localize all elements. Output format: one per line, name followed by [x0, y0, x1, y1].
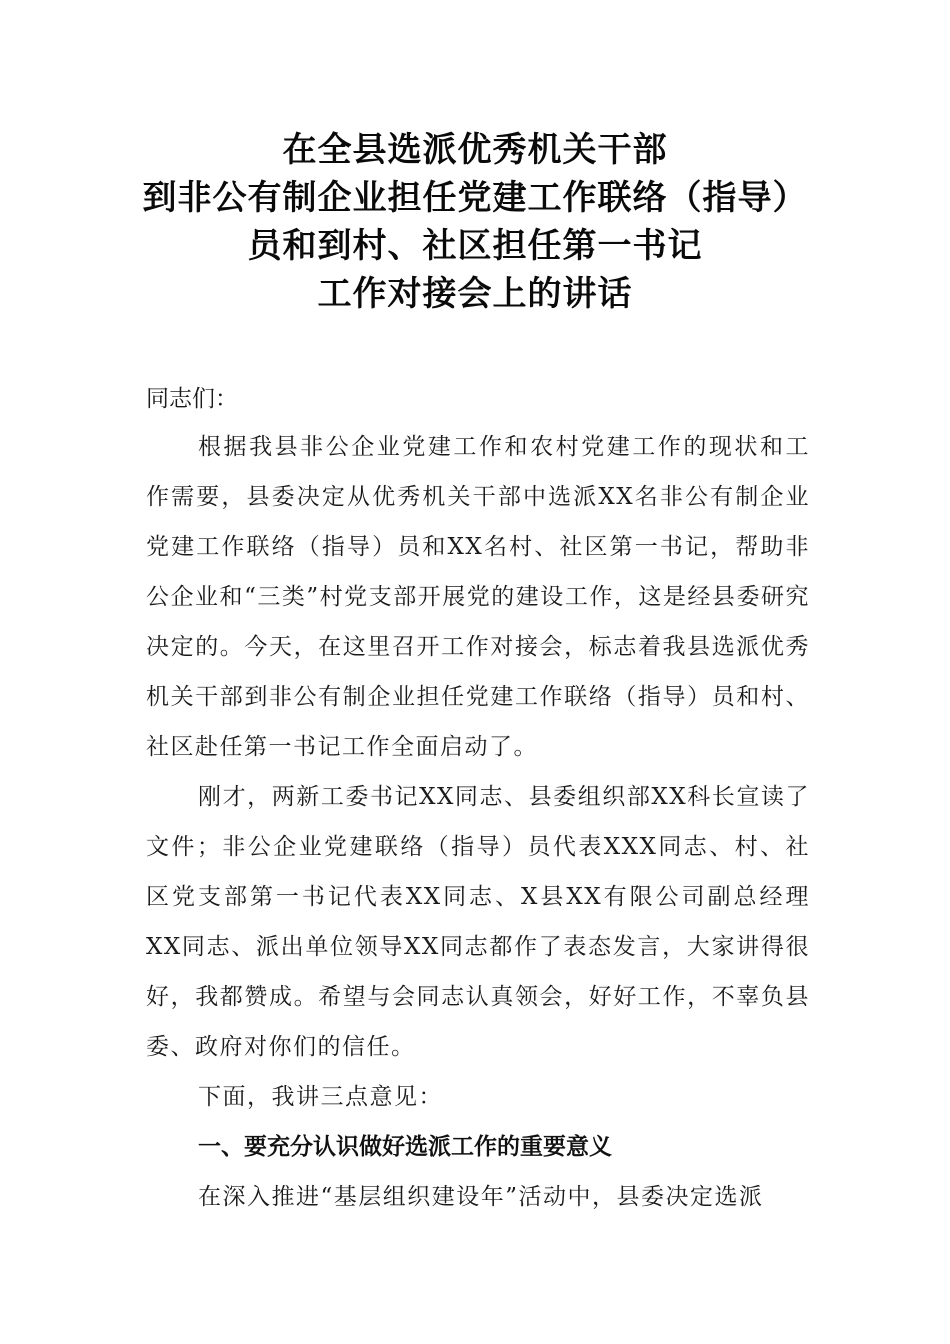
document-title: [0, 126, 950, 318]
salutation: 同志们：: [146, 386, 238, 412]
title-line: 工作对接会上的讲话: [317, 274, 633, 314]
title-line: 在全县选派优秀机关干部: [282, 130, 668, 170]
title-line: 员和到村、社区担任第一书记: [247, 226, 703, 266]
body-paragraph: 下面，我讲三点意见：: [198, 1084, 443, 1110]
section-heading: 一、要充分认识做好选派工作的重要意义: [198, 1134, 612, 1160]
body-paragraph: 根据我县非公企业党建工作和农村党建工作的现状和工作需要，县委决定从优秀机关干部中选派XX名非公有制企业党建工作联络（指导）员和XX名村、社区第一书记，帮助非公企业和“三类”村党支部开展党的建设工作，这是经县委研究决定的。今天，在这里召开工作对接会，标志着我县选派优秀机关干部到非公有制企业担任党建工作联络（指导）员和村、社区赴任第一书记工作全面启动了。: [146, 434, 810, 760]
title-line: 到非公有制企业担任党建工作联络（指导）: [142, 178, 808, 218]
body-paragraph: 刚才，两新工委书记XX同志、县委组织部XX科长宣读了文件；非公企业党建联络（指导）员代表XXX同志、村、社区党支部第一书记代表XX同志、X县XX有限公司副总经理XX同志、派出单位领导XX同志都作了表态发言，大家讲得很好，我都赞成。希望与会同志认真领会，好好工作，不辜负县委、政府对你们的信任。: [146, 784, 810, 1060]
body-paragraph: 在深入推进“基层组织建设年”活动中，县委决定选派: [198, 1184, 764, 1210]
